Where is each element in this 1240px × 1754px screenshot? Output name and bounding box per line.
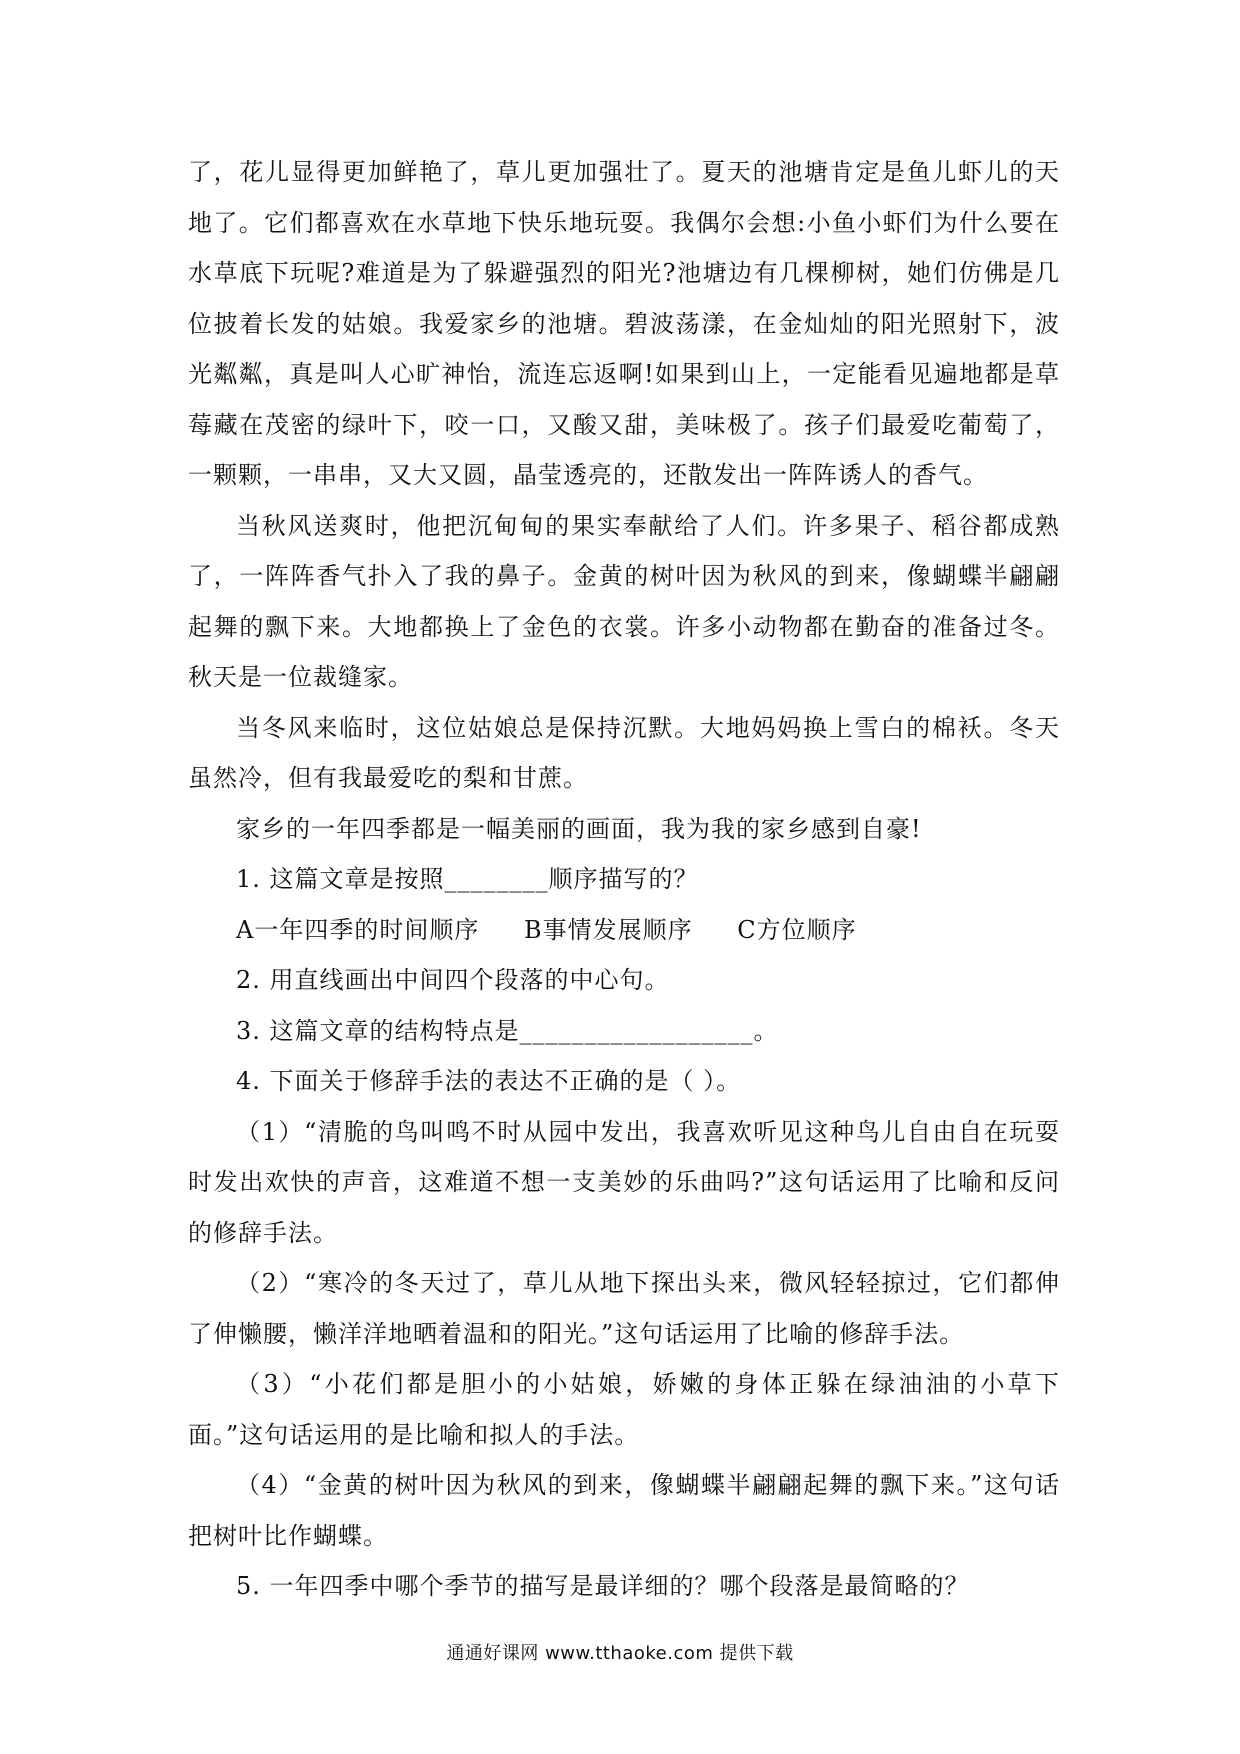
question-1: 1. 这篇文章是按照________顺序描写的？ [236, 865, 699, 893]
question-4-item-3: （3）“小花们都是胆小的小姑娘，娇嫩的身体正躲在绿油油的小草下面。”这句话运用的是比喻和拟人的手法。 [188, 1370, 1060, 1449]
document-body [188, 147, 1060, 1612]
choice-a: A一年四季的时间顺序 [236, 915, 480, 944]
paragraph-summer: 了，花儿显得更加鲜艳了，草儿更加强壮了。夏天的池塘肯定是鱼儿虾儿的天地了。它们都喜欢在水草地下快乐地玩耍。我偶尔会想:小鱼小虾们为什么要在水草底下玩呢?难道是为了躲避强烈的阳光?池塘边有几棵柳树，她们仿佛是几位披着长发的姑娘。我爱家乡的池塘。碧波荡漾，在金灿灿的阳光照射下，波光粼粼，真是叫人心旷神怡，流连忘返啊!如果到山上，一定能看见遍地都是草莓藏在茂密的绿叶下，咬一口，又酸又甜，美味极了。孩子们最爱吃葡萄了，一颗颗，一串串，又大又圆，晶莹透亮的，还散发出一阵阵诱人的香气。 [188, 158, 1060, 489]
paragraph-conclusion: 家乡的一年四季都是一幅美丽的画面，我为我的家乡感到自豪! [236, 814, 922, 843]
paragraph-winter: 当冬风来临时，这位姑娘总是保持沉默。大地妈妈换上雪白的棉袄。冬天虽然冷，但有我最爱吃的梨和甘蔗。 [188, 713, 1060, 792]
question-4-item-1: （1）“清脆的鸟叫鸣不时从园中发出，我喜欢听见这种鸟儿自由自在玩耍时发出欢快的声音，这难道不想一支美妙的乐曲吗?”这句话运用了比喻和反问的修辞手法。 [188, 1117, 1060, 1247]
question-4-item-4: （4）“金黄的树叶因为秋风的到来，像蝴蝶半翩翩起舞的飘下来。”这句话把树叶比作蝴蝶。 [188, 1471, 1060, 1550]
choice-c: C方位顺序 [737, 915, 857, 944]
question-4: 4. 下面关于修辞手法的表达不正确的是（ ）。 [236, 1067, 742, 1095]
question-2: 2. 用直线画出中间四个段落的中心句。 [236, 966, 670, 994]
choice-b: B事情发展顺序 [523, 915, 693, 944]
question-1-choices [188, 905, 1060, 956]
paragraph-autumn: 当秋风送爽时，他把沉甸甸的果实奉献给了人们。许多果子、稻谷都成熟了，一阵阵香气扑入了我的鼻子。金黄的树叶因为秋风的到来，像蝴蝶半翩翩起舞的飘下来。大地都换上了金色的衣裳。许多小动物都在勤奋的准备过冬。秋天是一位裁缝家。 [188, 511, 1060, 691]
question-4-item-2: （2）“寒冷的冬天过了，草儿从地下探出头来，微风轻轻掠过，它们都伸了伸懒腰，懒洋洋地晒着温和的阳光。”这句话运用了比喻的修辞手法。 [188, 1269, 1060, 1348]
question-3: 3. 这篇文章的结构特点是__________________。 [236, 1016, 779, 1045]
footer-credit: 通通好课网 www.tthaoke.com 提供下载 [446, 1643, 794, 1664]
question-5: 5. 一年四季中哪个季节的描写是最详细的？哪个段落是最简略的？ [236, 1572, 970, 1600]
